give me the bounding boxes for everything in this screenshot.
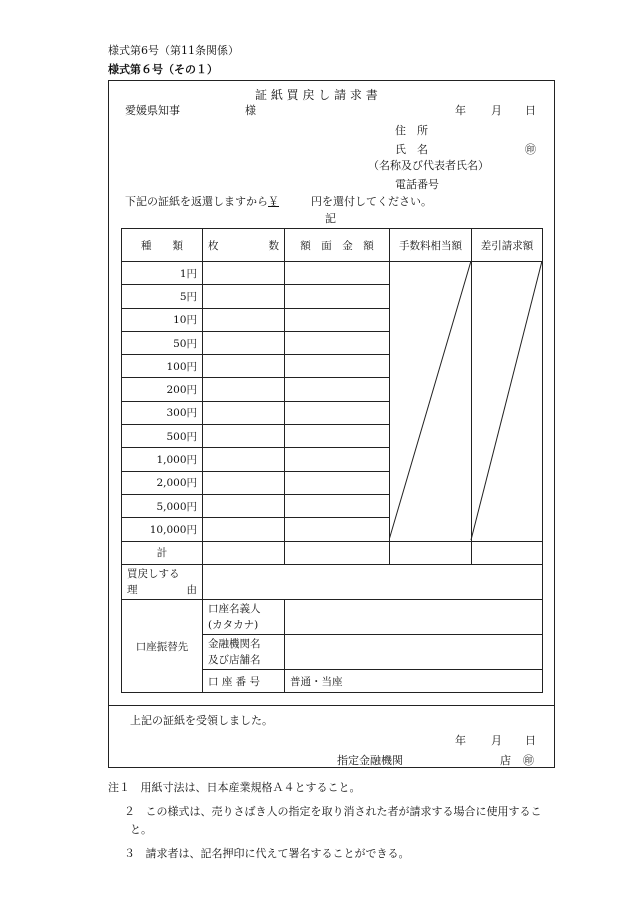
addressee: 愛媛県知事 — [125, 104, 180, 117]
count-cell[interactable] — [203, 518, 285, 541]
note-1-text: 用紙寸法は、日本産業規格Ａ４とすること。 — [140, 781, 361, 794]
document-title: 証 紙 買 戻 し 請 求 書 — [255, 88, 378, 102]
denomination: 5円 — [122, 285, 203, 308]
count-cell[interactable] — [203, 494, 285, 517]
honorific: 様 — [245, 104, 256, 117]
count-cell[interactable] — [203, 471, 285, 494]
amount-cell[interactable] — [285, 285, 390, 308]
receipt-seal: ㊞ — [523, 754, 534, 767]
count-cell[interactable] — [203, 401, 285, 424]
stamp-table — [121, 228, 543, 693]
claim-cell — [472, 262, 543, 542]
note-2-cont: と。 — [130, 823, 152, 836]
count-cell[interactable] — [203, 355, 285, 378]
account-type[interactable]: 普通・当座 — [285, 669, 543, 692]
note-2-num: ２ — [124, 805, 135, 818]
account-holder-field[interactable] — [285, 599, 543, 634]
note-3 — [124, 845, 410, 861]
phone-label: 電話番号 — [395, 178, 439, 191]
form-subtitle: 様式第６号（その１） — [108, 63, 218, 76]
refund-statement — [125, 193, 432, 209]
total-row — [122, 541, 543, 564]
fee-cell — [390, 262, 472, 542]
amount-cell[interactable] — [285, 518, 390, 541]
ki-label: 記 — [325, 212, 336, 225]
transfer-label: 口座振替先 — [122, 599, 203, 692]
bank-line1: 金融機関名 — [208, 637, 261, 650]
note-3-num: ３ — [124, 847, 135, 860]
bank-line2: 及び店舗名 — [208, 653, 261, 666]
total-label: 計 — [122, 541, 203, 564]
amount-cell[interactable] — [285, 401, 390, 424]
denomination: 10円 — [122, 308, 203, 331]
account-number-label: 口 座 番 号 — [203, 669, 285, 692]
form-reference: 様式第6号（第11条関係） — [108, 44, 239, 57]
bank-field[interactable] — [285, 634, 543, 669]
reason-field[interactable] — [203, 564, 543, 599]
amount-cell[interactable] — [285, 331, 390, 354]
refund-text-after: 円を還付してください。 — [311, 195, 432, 208]
denomination: 1円 — [122, 262, 203, 285]
amount-cell[interactable] — [285, 494, 390, 517]
amount-cell[interactable] — [285, 378, 390, 401]
denomination: 100円 — [122, 355, 203, 378]
header-fee: 手数料相当額 — [390, 229, 472, 262]
denomination: 200円 — [122, 378, 203, 401]
receipt-separator — [108, 705, 555, 706]
receipt-day: 日 — [525, 734, 536, 747]
denomination: 300円 — [122, 401, 203, 424]
note-2-text: この様式は、売りさばき人の指定を取り消された者が請求する場合に使用するこ — [145, 805, 542, 818]
count-cell[interactable] — [203, 425, 285, 448]
total-claim[interactable] — [472, 541, 543, 564]
account-holder-row — [122, 599, 543, 634]
note-1 — [108, 779, 361, 795]
header-type: 種 類 — [122, 229, 203, 262]
bank-label — [203, 634, 285, 669]
account-holder-label — [203, 599, 285, 634]
name-note: （名称及び代表者氏名） — [368, 159, 489, 172]
header-claim: 差引請求額 — [472, 229, 543, 262]
header-count: 枚 数 — [203, 229, 285, 262]
table-header-row — [122, 229, 543, 262]
reason-row — [122, 564, 543, 599]
date-year: 年 — [455, 104, 466, 117]
date-month: 月 — [491, 104, 502, 117]
table-row — [122, 262, 543, 285]
count-cell[interactable] — [203, 378, 285, 401]
amount-cell[interactable] — [285, 471, 390, 494]
amount-cell[interactable] — [285, 425, 390, 448]
count-cell[interactable] — [203, 448, 285, 471]
reason-label — [122, 564, 203, 599]
count-cell[interactable] — [203, 308, 285, 331]
yen-blank: ￥ — [268, 195, 279, 208]
denomination: 500円 — [122, 425, 203, 448]
seal-mark: ㊞ — [525, 143, 536, 156]
address-label: 住 所 — [395, 124, 428, 137]
denomination: 1,000円 — [122, 448, 203, 471]
denomination: 50円 — [122, 331, 203, 354]
note-3-text: 請求者は、記名押印に代えて署名することができる。 — [145, 847, 410, 860]
amount-cell[interactable] — [285, 355, 390, 378]
amount-cell[interactable] — [285, 308, 390, 331]
header-face-value: 額 面 金 額 — [285, 229, 390, 262]
total-amount[interactable] — [285, 541, 390, 564]
name-label: 氏 名 — [395, 143, 428, 156]
branch-label: 店 — [500, 754, 511, 767]
total-count[interactable] — [203, 541, 285, 564]
receipt-month: 月 — [491, 734, 502, 747]
refund-text-before: 下記の証紙を返還しますから — [125, 195, 268, 208]
denomination: 5,000円 — [122, 494, 203, 517]
receipt-year: 年 — [455, 734, 466, 747]
denomination: 2,000円 — [122, 471, 203, 494]
amount-cell[interactable] — [285, 262, 390, 285]
amount-cell[interactable] — [285, 448, 390, 471]
reason-label-line2: 理 由 — [127, 583, 197, 596]
account-holder-line2: (カタカナ) — [208, 618, 259, 631]
note-2 — [124, 803, 542, 819]
count-cell[interactable] — [203, 285, 285, 308]
count-cell[interactable] — [203, 331, 285, 354]
denomination: 10,000円 — [122, 518, 203, 541]
account-holder-line1: 口座名義人 — [208, 602, 261, 615]
count-cell[interactable] — [203, 262, 285, 285]
reason-label-line1: 買戻しする — [127, 567, 180, 580]
total-fee[interactable] — [390, 541, 472, 564]
date-day: 日 — [525, 104, 536, 117]
designated-institution: 指定金融機関 — [337, 754, 403, 767]
receipt-text: 上記の証紙を受領しました。 — [130, 714, 273, 727]
note-1-num: 注１ — [108, 781, 130, 794]
